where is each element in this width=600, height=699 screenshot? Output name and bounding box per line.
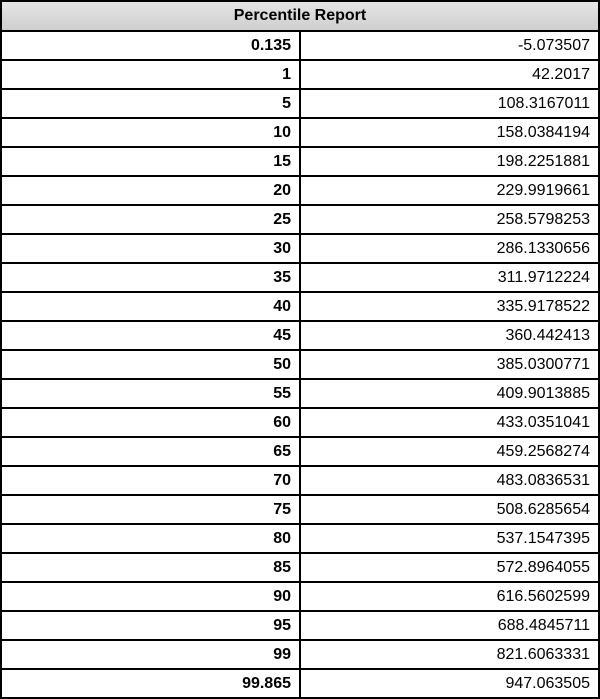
percentile-cell: 35	[1, 263, 300, 292]
table-body	[1, 31, 599, 698]
table-row	[1, 495, 599, 524]
table-row	[1, 118, 599, 147]
value-cell: 385.0300771	[300, 350, 599, 379]
percentile-cell: 99.865	[1, 669, 300, 698]
table-row	[1, 379, 599, 408]
percentile-cell: 55	[1, 379, 300, 408]
table-row	[1, 669, 599, 698]
value-cell: 572.8964055	[300, 553, 599, 582]
table-row	[1, 205, 599, 234]
percentile-cell: 0.135	[1, 31, 300, 60]
table-header-row	[1, 1, 599, 31]
value-cell: -5.073507	[300, 31, 599, 60]
table-row	[1, 60, 599, 89]
value-cell: 821.6063331	[300, 640, 599, 669]
percentile-cell: 10	[1, 118, 300, 147]
table-row	[1, 321, 599, 350]
value-cell: 433.0351041	[300, 408, 599, 437]
table-row	[1, 437, 599, 466]
table-row	[1, 263, 599, 292]
value-cell: 311.9712224	[300, 263, 599, 292]
table-row	[1, 89, 599, 118]
value-cell: 258.5798253	[300, 205, 599, 234]
percentile-cell: 60	[1, 408, 300, 437]
percentile-cell: 45	[1, 321, 300, 350]
percentile-cell: 70	[1, 466, 300, 495]
percentile-cell: 85	[1, 553, 300, 582]
table-row	[1, 524, 599, 553]
table-row	[1, 31, 599, 60]
table-row	[1, 350, 599, 379]
value-cell: 158.0384194	[300, 118, 599, 147]
table-row	[1, 582, 599, 611]
percentile-cell: 20	[1, 176, 300, 205]
value-cell: 459.2568274	[300, 437, 599, 466]
value-cell: 335.9178522	[300, 292, 599, 321]
table-row	[1, 147, 599, 176]
table-row	[1, 640, 599, 669]
table-row	[1, 553, 599, 582]
percentile-cell: 80	[1, 524, 300, 553]
percentile-cell: 95	[1, 611, 300, 640]
percentile-cell: 5	[1, 89, 300, 118]
percentile-cell: 40	[1, 292, 300, 321]
table-row	[1, 234, 599, 263]
value-cell: 42.2017	[300, 60, 599, 89]
value-cell: 198.2251881	[300, 147, 599, 176]
percentile-cell: 75	[1, 495, 300, 524]
percentile-cell: 99	[1, 640, 300, 669]
value-cell: 537.1547395	[300, 524, 599, 553]
value-cell: 508.6285654	[300, 495, 599, 524]
percentile-cell: 30	[1, 234, 300, 263]
table-row	[1, 176, 599, 205]
percentile-cell: 25	[1, 205, 300, 234]
value-cell: 409.9013885	[300, 379, 599, 408]
table-row	[1, 466, 599, 495]
value-cell: 229.9919661	[300, 176, 599, 205]
table-row	[1, 611, 599, 640]
value-cell: 360.442413	[300, 321, 599, 350]
value-cell: 688.4845711	[300, 611, 599, 640]
percentile-cell: 90	[1, 582, 300, 611]
value-cell: 483.0836531	[300, 466, 599, 495]
value-cell: 616.5602599	[300, 582, 599, 611]
value-cell: 947.063505	[300, 669, 599, 698]
percentile-cell: 1	[1, 60, 300, 89]
value-cell: 286.1330656	[300, 234, 599, 263]
percentile-cell: 65	[1, 437, 300, 466]
table-row	[1, 408, 599, 437]
report-title: Percentile Report	[1, 1, 599, 31]
percentile-cell: 50	[1, 350, 300, 379]
value-cell: 108.3167011	[300, 89, 599, 118]
table-row	[1, 292, 599, 321]
percentile-cell: 15	[1, 147, 300, 176]
